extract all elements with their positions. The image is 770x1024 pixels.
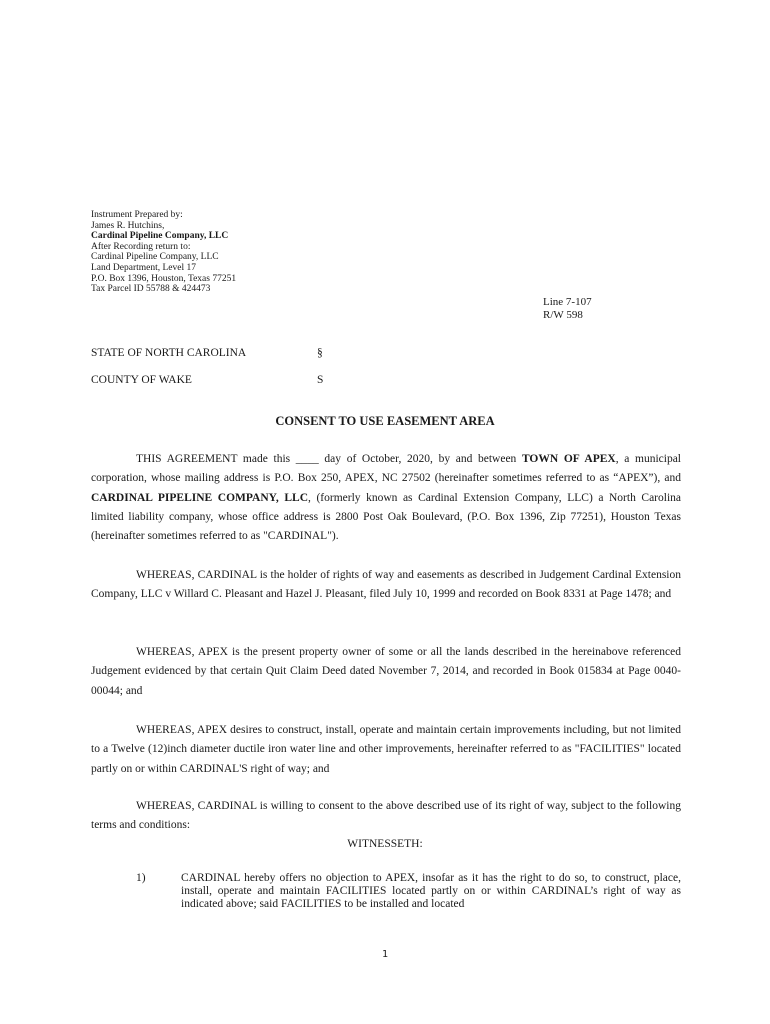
county-name: COUNTY OF WAKE xyxy=(91,374,192,386)
party-apex: TOWN OF APEX xyxy=(521,453,616,465)
whereas-paragraph-4: WHEREAS, CARDINAL is willing to consent to the above described use of its right of way, subject to the following terms and conditions: xyxy=(91,800,681,832)
section-symbol-county: S xyxy=(317,374,324,386)
tax-parcel-id: Tax Parcel ID 55788 & 424473 xyxy=(91,284,211,295)
state-name: STATE OF NORTH CAROLINA xyxy=(91,347,247,359)
witnesseth-heading: WITNESSETH: xyxy=(347,838,423,850)
section-symbol: § xyxy=(317,347,323,359)
prepared-by-block xyxy=(91,210,236,295)
state-line xyxy=(91,347,323,359)
clause-text: CARDINAL hereby offers no objection to APEX, insofar as it has the right to do so, to construct, place, install, operate and maintain FACILITIES located partly on or within CARDINAL’s right of way as indicated above; said FACILITIES to be installed and located xyxy=(181,872,681,911)
preparer-company: Cardinal Pipeline Company, LLC xyxy=(91,231,229,242)
clause-number: 1) xyxy=(136,872,146,884)
return-to-label: After Recording return to: xyxy=(91,241,191,252)
agreement-text-3: , (formerly known as Cardinal Extension Company, LLC) a North Carolina limited liability company, whose office address is 2800 Post Oak Boulevard, (P.O. Box 1396, Zip 77251), Houston Texas (hereinafter sometimes referred to as "CARDINAL"). xyxy=(91,491,681,543)
whereas-paragraph-2: WHEREAS, APEX is the present property owner of some or all the lands described in the hereinabove referenced Judgement evidenced by that certain Quit Claim Deed dated November 7, 2014, and recorded in Book 015834 at Page 0040-00044; and xyxy=(91,646,681,697)
numbered-clause xyxy=(91,872,681,912)
document-title: CONSENT TO USE EASEMENT AREA xyxy=(275,414,495,428)
prepared-by-label: Instrument Prepared by: xyxy=(91,210,183,220)
agreement-paragraph xyxy=(91,450,681,546)
whereas-paragraph-1: WHEREAS, CARDINAL is the holder of rights of way and easements as described in Judgement Cardinal Extension Company, LLC v Willard C. Pleasant and Hazel J. Pleasant, filed July 10, 1999 and recorded on Book 8331 at Page 1478; and xyxy=(91,569,681,601)
party-cardinal: CARDINAL PIPELINE COMPANY, LLC xyxy=(91,491,309,504)
agreement-text-1: THIS AGREEMENT made this ____ day of October, 2020, by and between xyxy=(136,453,522,465)
line-number: Line 7-107 xyxy=(543,296,592,308)
county-line xyxy=(91,374,324,386)
page-number: 1 xyxy=(381,949,389,960)
preparer-name: James R. Hutchins, xyxy=(91,220,165,231)
whereas-paragraph-3: WHEREAS, APEX desires to construct, install, operate and maintain certain improvements including, but not limited to a Twelve (12)inch diameter ductile iron water line and other improvements, hereinafter referred to as "FACILITIES" located partly on or within CARDINAL'S right of way; and xyxy=(91,724,681,775)
return-department: Land Department, Level 17 xyxy=(91,262,196,273)
line-reference xyxy=(543,296,592,322)
agreement-text-2: , a municipal corporation, whose mailing address is P.O. Box 250, APEX, NC 27502 (hereinafter sometimes referred to as “APEX”), and xyxy=(91,453,682,485)
return-address: P.O. Box 1396, Houston, Texas 77251 xyxy=(91,273,237,284)
right-of-way-number: R/W 598 xyxy=(543,309,583,321)
return-company: Cardinal Pipeline Company, LLC xyxy=(91,252,219,263)
